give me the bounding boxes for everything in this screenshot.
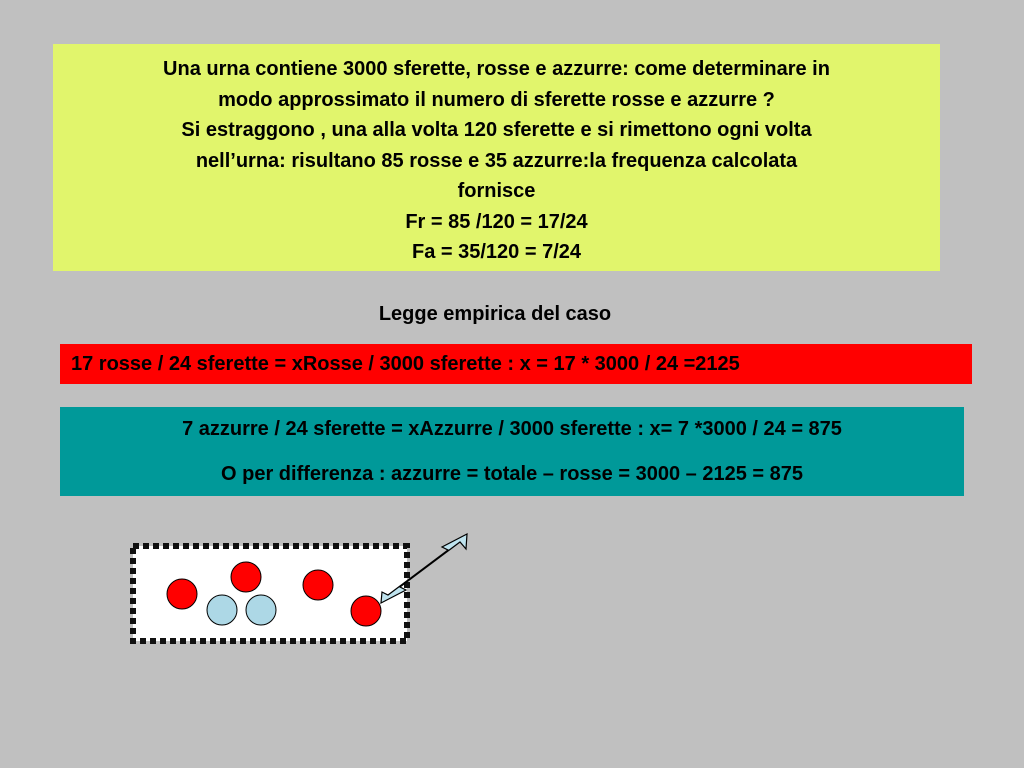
difference-equation-text: O per differenza : azzurre = totale – rosse = 3000 – 2125 = 875 [221,463,803,485]
problem-line: fornisce [457,180,536,202]
red-ball [351,596,381,626]
problem-line: Una urna contiene 3000 sferette, rosse e azzurre: come determinare in [163,58,830,80]
blue-ball [207,595,237,625]
red-ball [167,579,197,609]
red-ball [231,562,261,592]
problem-line: nell’urna: risultano 85 rosse e 35 azzurre:la frequenza calcolata [195,149,798,172]
blue-equation-text: 7 azzurre / 24 sferette = xAzzurre / 3000 sferette : x= 7 *3000 / 24 = 875 [182,418,842,440]
red-equation-text: 17 rosse / 24 sferette = xRosse / 3000 sferette : x = 17 * 3000 / 24 =2125 [71,353,740,375]
problem-line: Si estraggono , una alla volta 120 sferette e si rimettono ogni volta [181,119,812,141]
frequency-red: Fr = 85 /120 = 17/24 [405,210,588,233]
frequency-blue: Fa = 35/120 = 7/24 [411,241,582,263]
problem-line: modo approssimato il numero di sferette rosse e azzurre ? [218,88,775,111]
blue-ball [246,595,276,625]
red-ball [303,570,333,600]
law-title: Legge empirica del caso [378,303,612,325]
